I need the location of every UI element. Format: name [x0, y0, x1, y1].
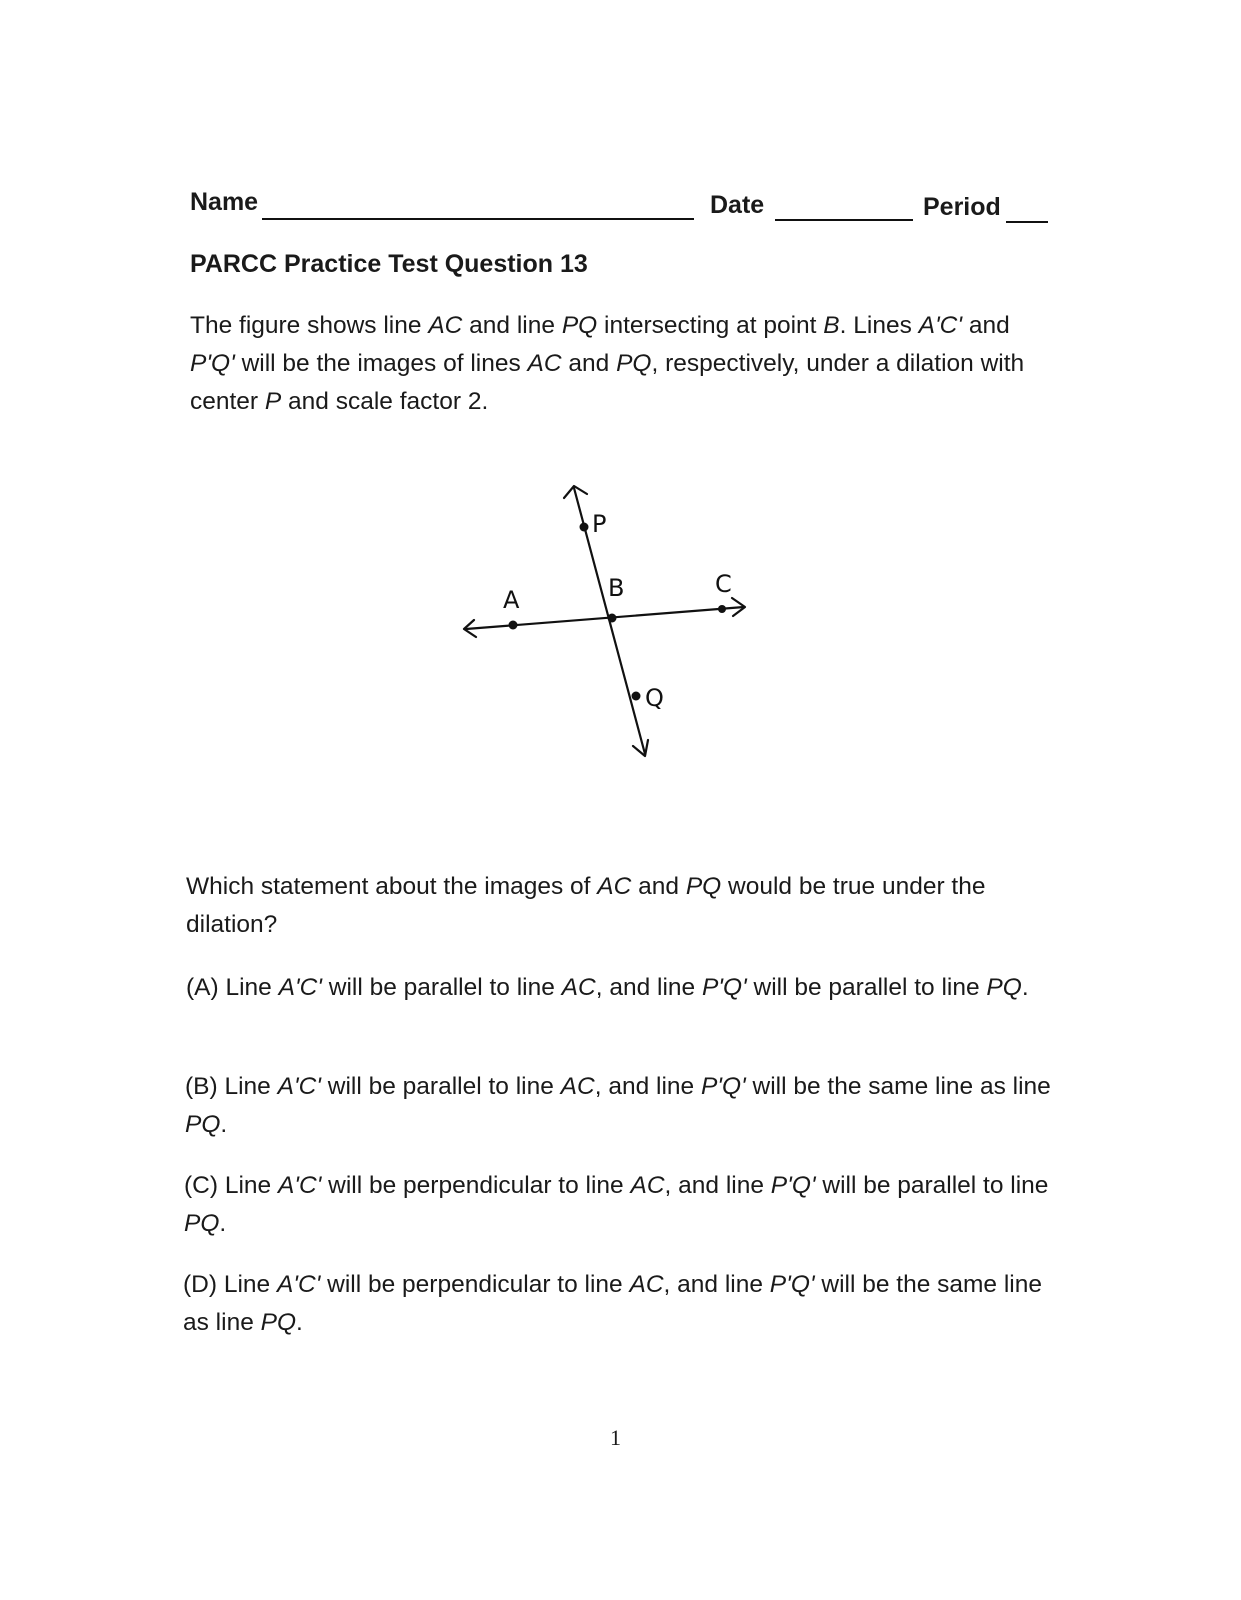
- date-field[interactable]: [775, 219, 913, 221]
- point-b: [608, 614, 617, 623]
- question-title: PARCC Practice Test Question 13: [190, 250, 588, 278]
- name-field[interactable]: [262, 218, 694, 220]
- period-label: Period: [923, 193, 1001, 221]
- point-a: [509, 621, 518, 630]
- arrowhead-bottom: [633, 740, 648, 756]
- date-label: Date: [710, 191, 765, 219]
- point-c: [718, 605, 726, 613]
- option-a[interactable]: (A) Line A'C' will be parallel to line AC, and line P'Q' will be parallel to line PQ.: [186, 974, 1029, 1001]
- label-b: B: [608, 574, 625, 602]
- label-p: P: [592, 510, 607, 538]
- point-p: [580, 523, 589, 532]
- period-field[interactable]: [1006, 221, 1048, 223]
- header-row: [190, 188, 1050, 228]
- option-b[interactable]: (B) Line A'C' will be parallel to line AC, and line P'Q' will be the same line as line PQ.: [185, 1073, 1051, 1138]
- label-c: C: [715, 570, 732, 598]
- option-c[interactable]: (C) Line A'C' will be perpendicular to line AC, and line P'Q' will be parallel to line PQ.: [184, 1172, 1049, 1237]
- option-d[interactable]: (D) Line A'C' will be perpendicular to line AC, and line P'Q' will be the same line as line PQ.: [183, 1271, 1042, 1336]
- name-label: Name: [190, 188, 259, 216]
- page-number: 1: [610, 1425, 621, 1450]
- label-a: A: [503, 586, 520, 614]
- point-q: [632, 692, 641, 701]
- question-paragraph: Which statement about the images of AC and PQ would be true under the dilation?: [186, 873, 986, 938]
- intro-paragraph: The figure shows line AC and line PQ intersecting at point B. Lines A'C' and P'Q' will be the images of lines AC and PQ, respectively, under a dilation with center P and scale factor 2.: [190, 312, 1025, 415]
- lines-figure: [440, 470, 780, 770]
- label-q: Q: [645, 684, 664, 712]
